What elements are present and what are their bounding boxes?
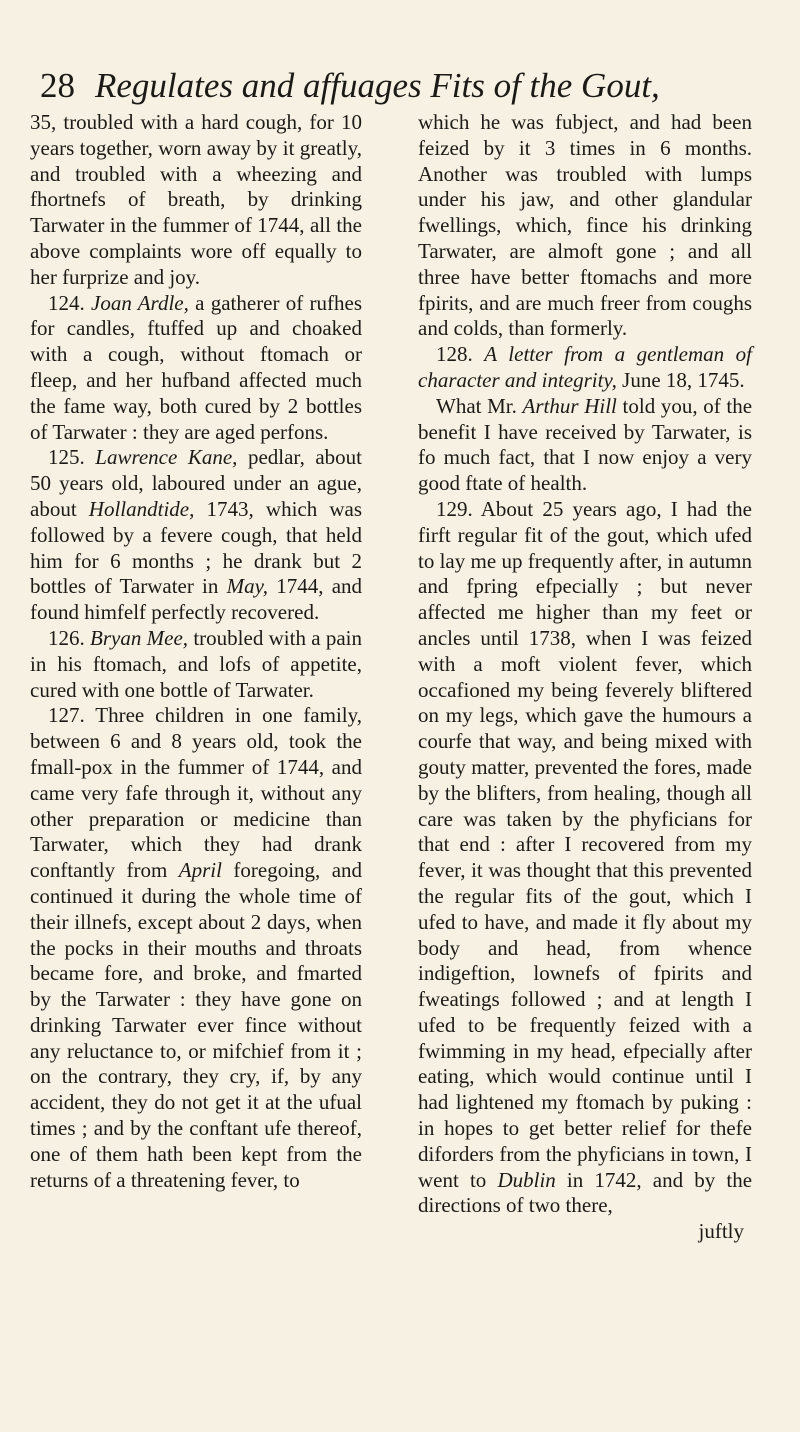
entry-128 [418, 342, 752, 394]
page-number: 28 [40, 66, 75, 105]
entry-123-continuation: 35, troubled with a hard cough, for 10 years together, worn away by it greatly, and troubled with a wheezing and fhortnefs of breath, by drinking Tarwater in the fummer of 1744, all the above complaints wore off equally to her furprize and joy. [30, 110, 362, 289]
person-name: Joan Ardle, [91, 290, 189, 315]
person-name: Bryan Mee, [90, 625, 189, 650]
entry-number: 128. [436, 342, 473, 367]
letter-date: June 18, 1745. [622, 367, 745, 392]
catchword: juftly [698, 1219, 744, 1244]
entry-126: 126. Bryan Mee, troubled with a pain in his ftomach, and lofs of appetite, cured with one bottle of Tarwater. [30, 625, 363, 702]
entry-127-continuation: which he was fubject, and had been feized by it 3 times in 6 months. Another was troubled with lumps under his jaw, and other glandular fwellings, which, fince his drinking Tarwater, are almoft gone ; and all three have better ftomachs and more fpirits, and are much freer from coughs and colds, than formerly. [418, 110, 752, 341]
entry-number: 127. [48, 703, 85, 728]
left-column [30, 110, 362, 1193]
entry-124: 124. Joan Ardle, a gatherer of rufhes for candles, ftuffed up and choaked with a cough, without ftomach or fleep, and her hufband affected much the fame way, both cured by 2 bottles of Tarwater : they are aged perfons. [30, 290, 362, 444]
entry-number: 126. [48, 625, 85, 650]
running-header [40, 66, 780, 106]
entry-number: 124. [48, 290, 85, 315]
entry-number: 125. [48, 445, 85, 470]
entry-number: 129. [436, 496, 473, 521]
running-title: Regulates and affuages Fits of the Gout, [95, 66, 660, 105]
entry-129: 129. About 25 years ago, I had the firft regular fit of the gout, which ufed to lay me up frequently after, in autumn and fpring efpecially ; but never affected me higher than my feet or ancles until 1738, when I was feized with a moft violent fever, which occafioned my being feverely bliftered on my legs, which gave the humours a courfe that way, and being mixed with gouty matter, prevented the fores, made by the blifters, from healing, though all care was taken by the phyficians for that end : after I recovered from my fever, it was thought that this prevented the regular fits of the gout, which I ufed to have, and made it fly about my body and head, from whence indigeftion, lownefs of fpirits and fweatings followed ; and at length I ufed to be frequently feized with a fwimming in my head, efpecially after eating, which would continue until I had lightened my ftomach by puking : in hopes to get better relief for thefe diforders from the phyficians in town, I went to Dublin in 1742, and by the directions of two there, [418, 496, 753, 1218]
person-name: Lawrence Kane, [95, 445, 238, 470]
letter-body: What Mr. Arthur Hill told you, of the benefit I have received by Tarwater, is fo much fact, that I now enjoy a very good ftate of health. [418, 393, 753, 496]
right-column [418, 110, 752, 1245]
letter-heading: A letter from a gentleman of character and integrity, [418, 342, 752, 392]
person-name: Arthur Hill [522, 393, 617, 418]
entry-127: 127. Three children in one family, between 6 and 8 years old, took the fmall-pox in the fummer of 1744, and came very fafe through it, without any other preparation or medicine than Tarwater, which they had drank conftantly from April foregoing, and continued it during the whole time of their illnefs, except about 2 days, when the pocks in their mouths and throats became fore, and broke, and fmarted by the Tarwater : they have gone on drinking Tarwater ever fince without any reluctance to, or mifchief from it ; on the contrary, they cry, if, by any accident, they do not get it at the ufual times ; and by the conftant ufe thereof, one of them hath been kept from the returns of a threatening fever, to [30, 703, 363, 1192]
entry-125: 125. Lawrence Kane, pedlar, about 50 years old, laboured under an ague, about Hollandtide, 1743, which was followed by a fevere cough, that held him for 6 months ; he drank but 2 bottles of Tarwater in May, 1744, and found himfelf perfectly recovered. [30, 445, 363, 625]
